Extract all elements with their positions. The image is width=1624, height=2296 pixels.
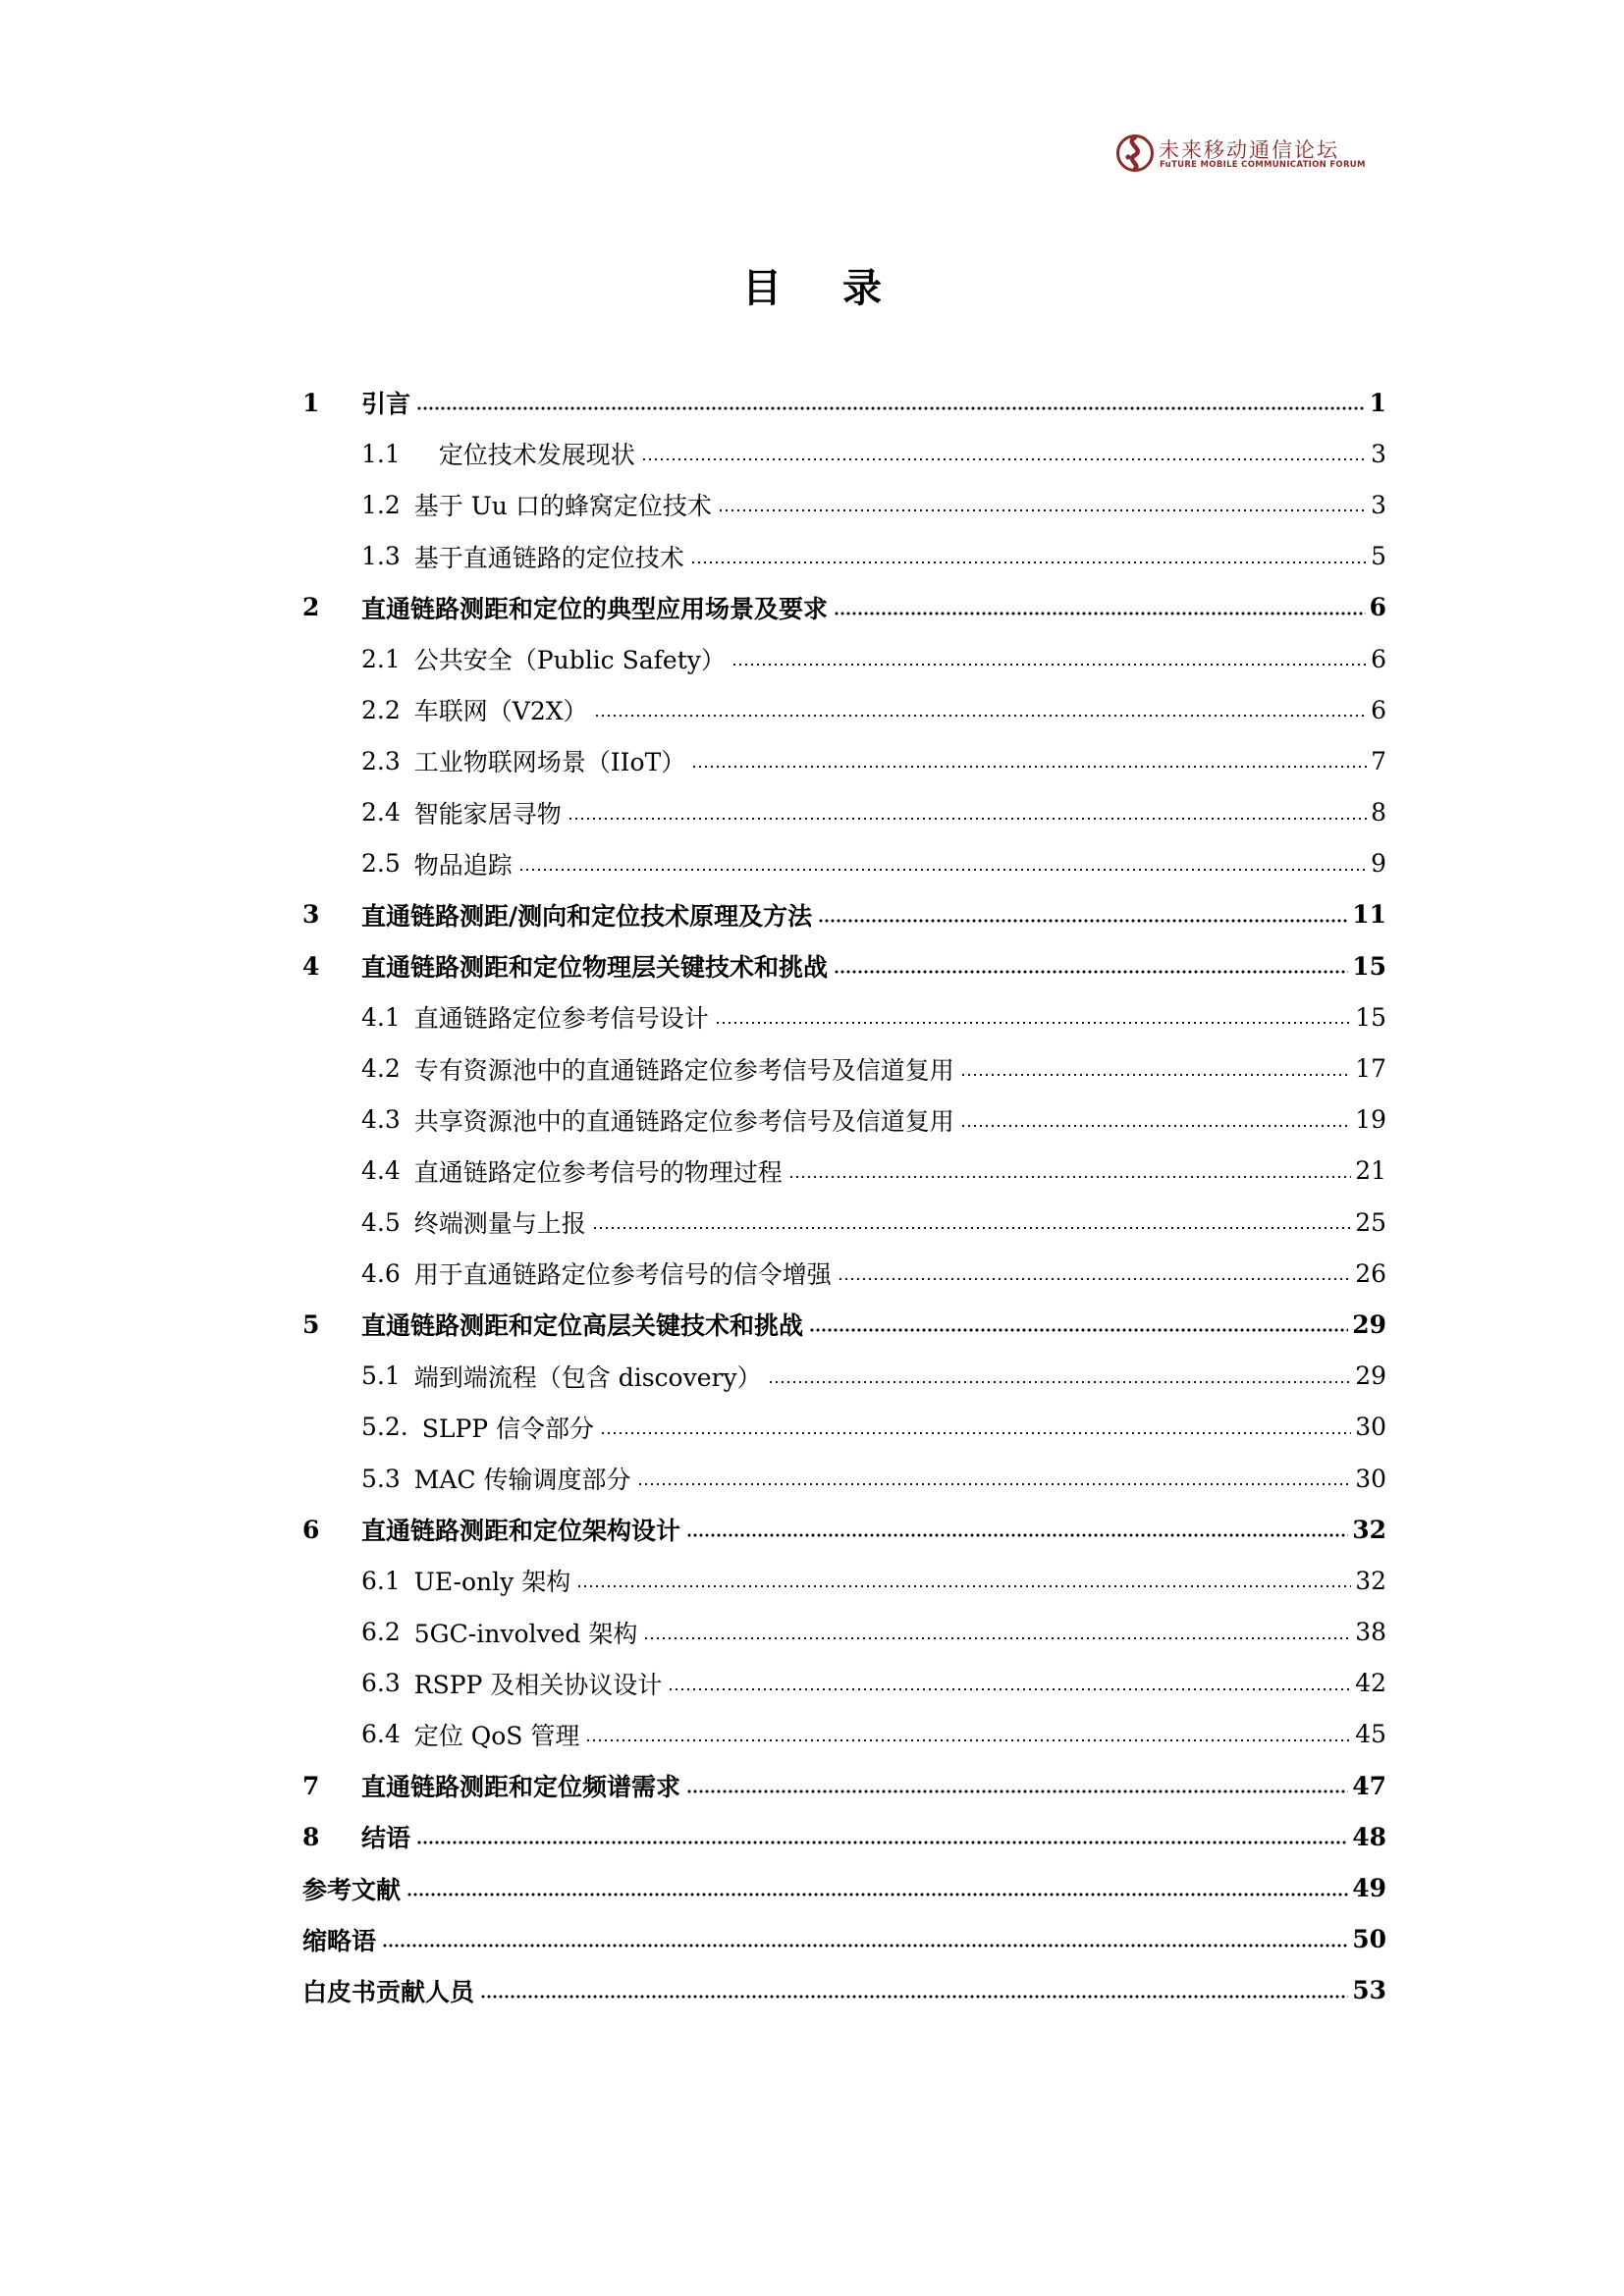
toc-dot-leader xyxy=(834,969,1348,975)
toc-entry-page: 3 xyxy=(1371,439,1386,468)
toc-entry[interactable] xyxy=(302,1862,1386,1913)
toc-entry-title: SLPP 信令部分 xyxy=(421,1414,595,1443)
table-of-contents xyxy=(302,377,1386,2016)
toc-entry-page: 29 xyxy=(1352,1309,1386,1339)
toc-entry-page: 15 xyxy=(1352,951,1386,981)
toc-entry-number: 2.5 xyxy=(361,849,401,879)
toc-dot-leader xyxy=(643,1635,1351,1641)
toc-entry-page: 21 xyxy=(1355,1156,1386,1186)
toc-entry[interactable] xyxy=(302,1504,1386,1555)
toc-entry-title: 物品追踪 xyxy=(413,850,513,880)
toc-entry-title: 专有资源池中的直通链路定位参考信号及信道复用 xyxy=(413,1055,954,1085)
toc-entry-page: 1 xyxy=(1369,388,1386,417)
toc-entry-page: 45 xyxy=(1355,1720,1386,1749)
toc-entry-page: 49 xyxy=(1352,1874,1386,1903)
toc-subentry[interactable] xyxy=(302,1042,1386,1094)
toc-entry-page: 7 xyxy=(1371,746,1386,775)
toc-subentry[interactable] xyxy=(302,1658,1386,1709)
toc-entry-number: 5 xyxy=(302,1309,320,1339)
toc-entry[interactable] xyxy=(302,1914,1386,1965)
toc-subentry[interactable] xyxy=(302,1709,1386,1760)
toc-entry[interactable] xyxy=(302,889,1386,940)
toc-subentry[interactable] xyxy=(302,1146,1386,1197)
toc-entry-title: 终端测量与上报 xyxy=(413,1209,586,1239)
toc-entry-number: 4.5 xyxy=(361,1207,401,1237)
toc-entry-page: 48 xyxy=(1352,1822,1386,1851)
toc-dot-leader xyxy=(576,1583,1351,1589)
toc-entry-title: 直通链路测距/测向和定位技术原理及方法 xyxy=(361,901,813,931)
toc-dot-leader xyxy=(594,713,1368,719)
toc-entry-title: 基于 Uu 口的蜂窝定位技术 xyxy=(413,492,712,521)
toc-entry-number: 3 xyxy=(302,900,320,930)
toc-entry-page: 19 xyxy=(1355,1105,1386,1135)
toc-entry-page: 25 xyxy=(1355,1207,1386,1237)
toc-entry-page: 32 xyxy=(1352,1515,1386,1544)
toc-dot-leader xyxy=(416,1840,1348,1845)
toc-dot-leader xyxy=(686,1789,1348,1794)
toc-subentry[interactable] xyxy=(302,1351,1386,1402)
toc-entry-title: 直通链路测距和定位架构设计 xyxy=(361,1517,681,1546)
toc-entry-page: 5 xyxy=(1371,542,1386,571)
toc-entry-title: MAC 传输调度部分 xyxy=(413,1466,631,1495)
toc-entry[interactable] xyxy=(302,1811,1386,1862)
toc-entry-page: 9 xyxy=(1371,849,1386,879)
toc-dot-leader xyxy=(731,662,1367,667)
toc-subentry[interactable] xyxy=(302,787,1386,838)
toc-dot-leader xyxy=(592,1225,1351,1231)
toc-entry-title: 直通链路定位参考信号的物理过程 xyxy=(413,1157,783,1187)
toc-subentry[interactable] xyxy=(302,531,1386,582)
toc-dot-leader xyxy=(641,456,1367,462)
toc-dot-leader xyxy=(718,507,1367,513)
toc-entry-number: 5.2. xyxy=(361,1413,408,1442)
toc-dot-leader xyxy=(416,405,1366,411)
toc-subentry[interactable] xyxy=(302,1095,1386,1146)
toc-entry-title: 直通链路测距和定位物理层关键技术和挑战 xyxy=(361,953,829,983)
toc-entry-title: 工业物联网场景（IIoT） xyxy=(413,748,686,777)
toc-entry[interactable] xyxy=(302,1965,1386,2016)
toc-entry-title: 定位 QoS 管理 xyxy=(413,1721,580,1750)
toc-entry-number: 4.4 xyxy=(361,1156,401,1186)
toc-entry-number: 2.2 xyxy=(361,695,401,724)
toc-dot-leader xyxy=(691,764,1367,770)
toc-entry-number: 4.6 xyxy=(361,1258,401,1288)
toc-entry-number: 4.3 xyxy=(361,1105,401,1135)
forum-name-en: FuTURE MOBILE COMMUNICATION FORUM xyxy=(1160,160,1366,170)
toc-dot-leader xyxy=(690,560,1367,565)
toc-dot-leader xyxy=(715,1020,1351,1026)
toc-entry-number: 6.4 xyxy=(361,1720,401,1749)
toc-subentry[interactable] xyxy=(302,991,1386,1042)
toc-entry-number: 4.1 xyxy=(361,1002,401,1032)
toc-subentry[interactable] xyxy=(302,838,1386,889)
toc-entry-title: 共享资源池中的直通链路定位参考信号及信道复用 xyxy=(413,1106,954,1136)
toc-entry-number: 1.1 xyxy=(361,439,401,468)
forum-name-cn: 未来移动通信论坛 xyxy=(1159,138,1339,162)
toc-subentry[interactable] xyxy=(302,684,1386,735)
toc-entry-title: 直通链路测距和定位频谱需求 xyxy=(361,1773,681,1802)
toc-entry-title: 端到端流程（包含 discovery） xyxy=(413,1362,762,1392)
toc-subentry[interactable] xyxy=(302,1248,1386,1299)
toc-entry-title: 基于直通链路的定位技术 xyxy=(413,543,684,572)
toc-entry-page: 53 xyxy=(1352,1976,1386,2005)
toc-entry-title: 定位技术发展现状 xyxy=(413,441,635,470)
toc-entry-number: 2 xyxy=(302,593,320,622)
toc-entry-page: 50 xyxy=(1352,1925,1386,1954)
toc-entry-title: 5GC-involved 架构 xyxy=(413,1619,638,1648)
toc-dot-leader xyxy=(818,918,1348,924)
toc-entry-number: 1.3 xyxy=(361,542,401,571)
toc-subentry[interactable] xyxy=(302,1555,1386,1606)
toc-entry-title: 缩略语 xyxy=(302,1926,377,1955)
toc-dot-leader xyxy=(382,1943,1348,1949)
toc-dot-leader xyxy=(768,1379,1352,1385)
toc-entry-page: 6 xyxy=(1369,593,1386,622)
toc-entry-page: 6 xyxy=(1371,644,1386,673)
toc-entry-title: 引言 xyxy=(361,390,411,419)
toc-entry-number: 1 xyxy=(302,388,320,417)
toc-dot-leader xyxy=(518,867,1367,873)
toc-entry-number: 5.3 xyxy=(361,1464,401,1493)
toc-entry-title: 参考文献 xyxy=(302,1875,402,1904)
toc-entry[interactable] xyxy=(302,1760,1386,1811)
toc-dot-leader xyxy=(637,1481,1352,1487)
toc-entry-page: 3 xyxy=(1371,490,1386,519)
toc-dot-leader xyxy=(480,1994,1348,2000)
toc-dot-leader xyxy=(960,1123,1351,1129)
toc-entry-number: 7 xyxy=(302,1771,320,1800)
toc-entry-number: 1.2 xyxy=(361,490,401,519)
toc-entry-title: 直通链路测距和定位的典型应用场景及要求 xyxy=(361,594,829,623)
toc-entry-page: 30 xyxy=(1355,1464,1386,1493)
toc-entry-page: 29 xyxy=(1355,1362,1386,1391)
toc-entry-page: 30 xyxy=(1355,1413,1386,1442)
toc-entry-page: 47 xyxy=(1352,1771,1386,1800)
toc-entry-title: 用于直通链路定位参考信号的信令增强 xyxy=(413,1260,832,1290)
toc-subentry[interactable] xyxy=(302,1197,1386,1248)
toc-dot-leader xyxy=(568,816,1367,822)
toc-entry-title: 白皮书贡献人员 xyxy=(302,1977,475,2006)
toc-entry-title: 直通链路定位参考信号设计 xyxy=(413,1004,709,1034)
toc-subentry[interactable] xyxy=(302,1453,1386,1504)
toc-entry-page: 8 xyxy=(1371,798,1386,828)
toc-entry-title: 公共安全（Public Safety） xyxy=(413,646,726,675)
toc-entry-number: 2.4 xyxy=(361,798,401,828)
toc-entry-number: 6.2 xyxy=(361,1618,401,1647)
toc-entry-title: UE-only 架构 xyxy=(413,1568,571,1597)
toc-entry-page: 32 xyxy=(1355,1566,1386,1595)
toc-title: 目 录 xyxy=(742,265,905,311)
toc-subentry[interactable] xyxy=(302,1607,1386,1658)
toc-entry-page: 6 xyxy=(1371,695,1386,724)
toc-entry-number: 4 xyxy=(302,951,320,981)
toc-entry-number: 2.3 xyxy=(361,746,401,775)
toc-entry-title: 直通链路测距和定位高层关键技术和挑战 xyxy=(361,1311,804,1341)
toc-entry-page: 17 xyxy=(1355,1054,1386,1084)
toc-dot-leader xyxy=(668,1686,1351,1692)
toc-entry-number: 6.3 xyxy=(361,1669,401,1698)
toc-entry-page: 42 xyxy=(1355,1669,1386,1698)
toc-entry-number: 2.1 xyxy=(361,644,401,673)
toc-entry[interactable] xyxy=(302,1299,1386,1350)
toc-entry-number: 4.2 xyxy=(361,1054,401,1084)
toc-dot-leader xyxy=(834,611,1366,616)
forum-logo xyxy=(1115,132,1366,177)
toc-entry-page: 26 xyxy=(1355,1258,1386,1288)
toc-entry-title: 车联网（V2X） xyxy=(413,697,588,726)
toc-dot-leader xyxy=(809,1327,1348,1333)
toc-subentry[interactable] xyxy=(302,479,1386,530)
toc-entry-page: 38 xyxy=(1355,1618,1386,1647)
toc-dot-leader xyxy=(686,1532,1348,1538)
toc-dot-leader xyxy=(406,1892,1348,1897)
toc-entry-title: 智能家居寻物 xyxy=(413,799,562,828)
toc-entry-title: 结语 xyxy=(361,1824,411,1853)
forum-logo-icon xyxy=(1115,133,1155,173)
toc-entry-number: 5.1 xyxy=(361,1362,401,1391)
toc-entry-page: 11 xyxy=(1352,900,1386,930)
toc-entry[interactable] xyxy=(302,582,1386,633)
toc-entry-page: 15 xyxy=(1355,1002,1386,1032)
toc-entry-number: 8 xyxy=(302,1822,320,1851)
toc-dot-leader xyxy=(585,1737,1351,1743)
toc-entry-title: RSPP 及相关协议设计 xyxy=(413,1670,663,1699)
toc-dot-leader xyxy=(600,1430,1351,1436)
toc-subentry[interactable] xyxy=(302,428,1386,479)
toc-dot-leader xyxy=(960,1072,1351,1078)
toc-dot-leader xyxy=(838,1276,1351,1282)
toc-entry-number: 6.1 xyxy=(361,1566,401,1595)
toc-subentry[interactable] xyxy=(302,735,1386,786)
toc-entry[interactable] xyxy=(302,940,1386,991)
toc-entry-number: 6 xyxy=(302,1515,320,1544)
toc-subentry[interactable] xyxy=(302,1402,1386,1453)
toc-entry[interactable] xyxy=(302,377,1386,428)
toc-subentry[interactable] xyxy=(302,633,1386,684)
toc-dot-leader xyxy=(788,1174,1351,1180)
